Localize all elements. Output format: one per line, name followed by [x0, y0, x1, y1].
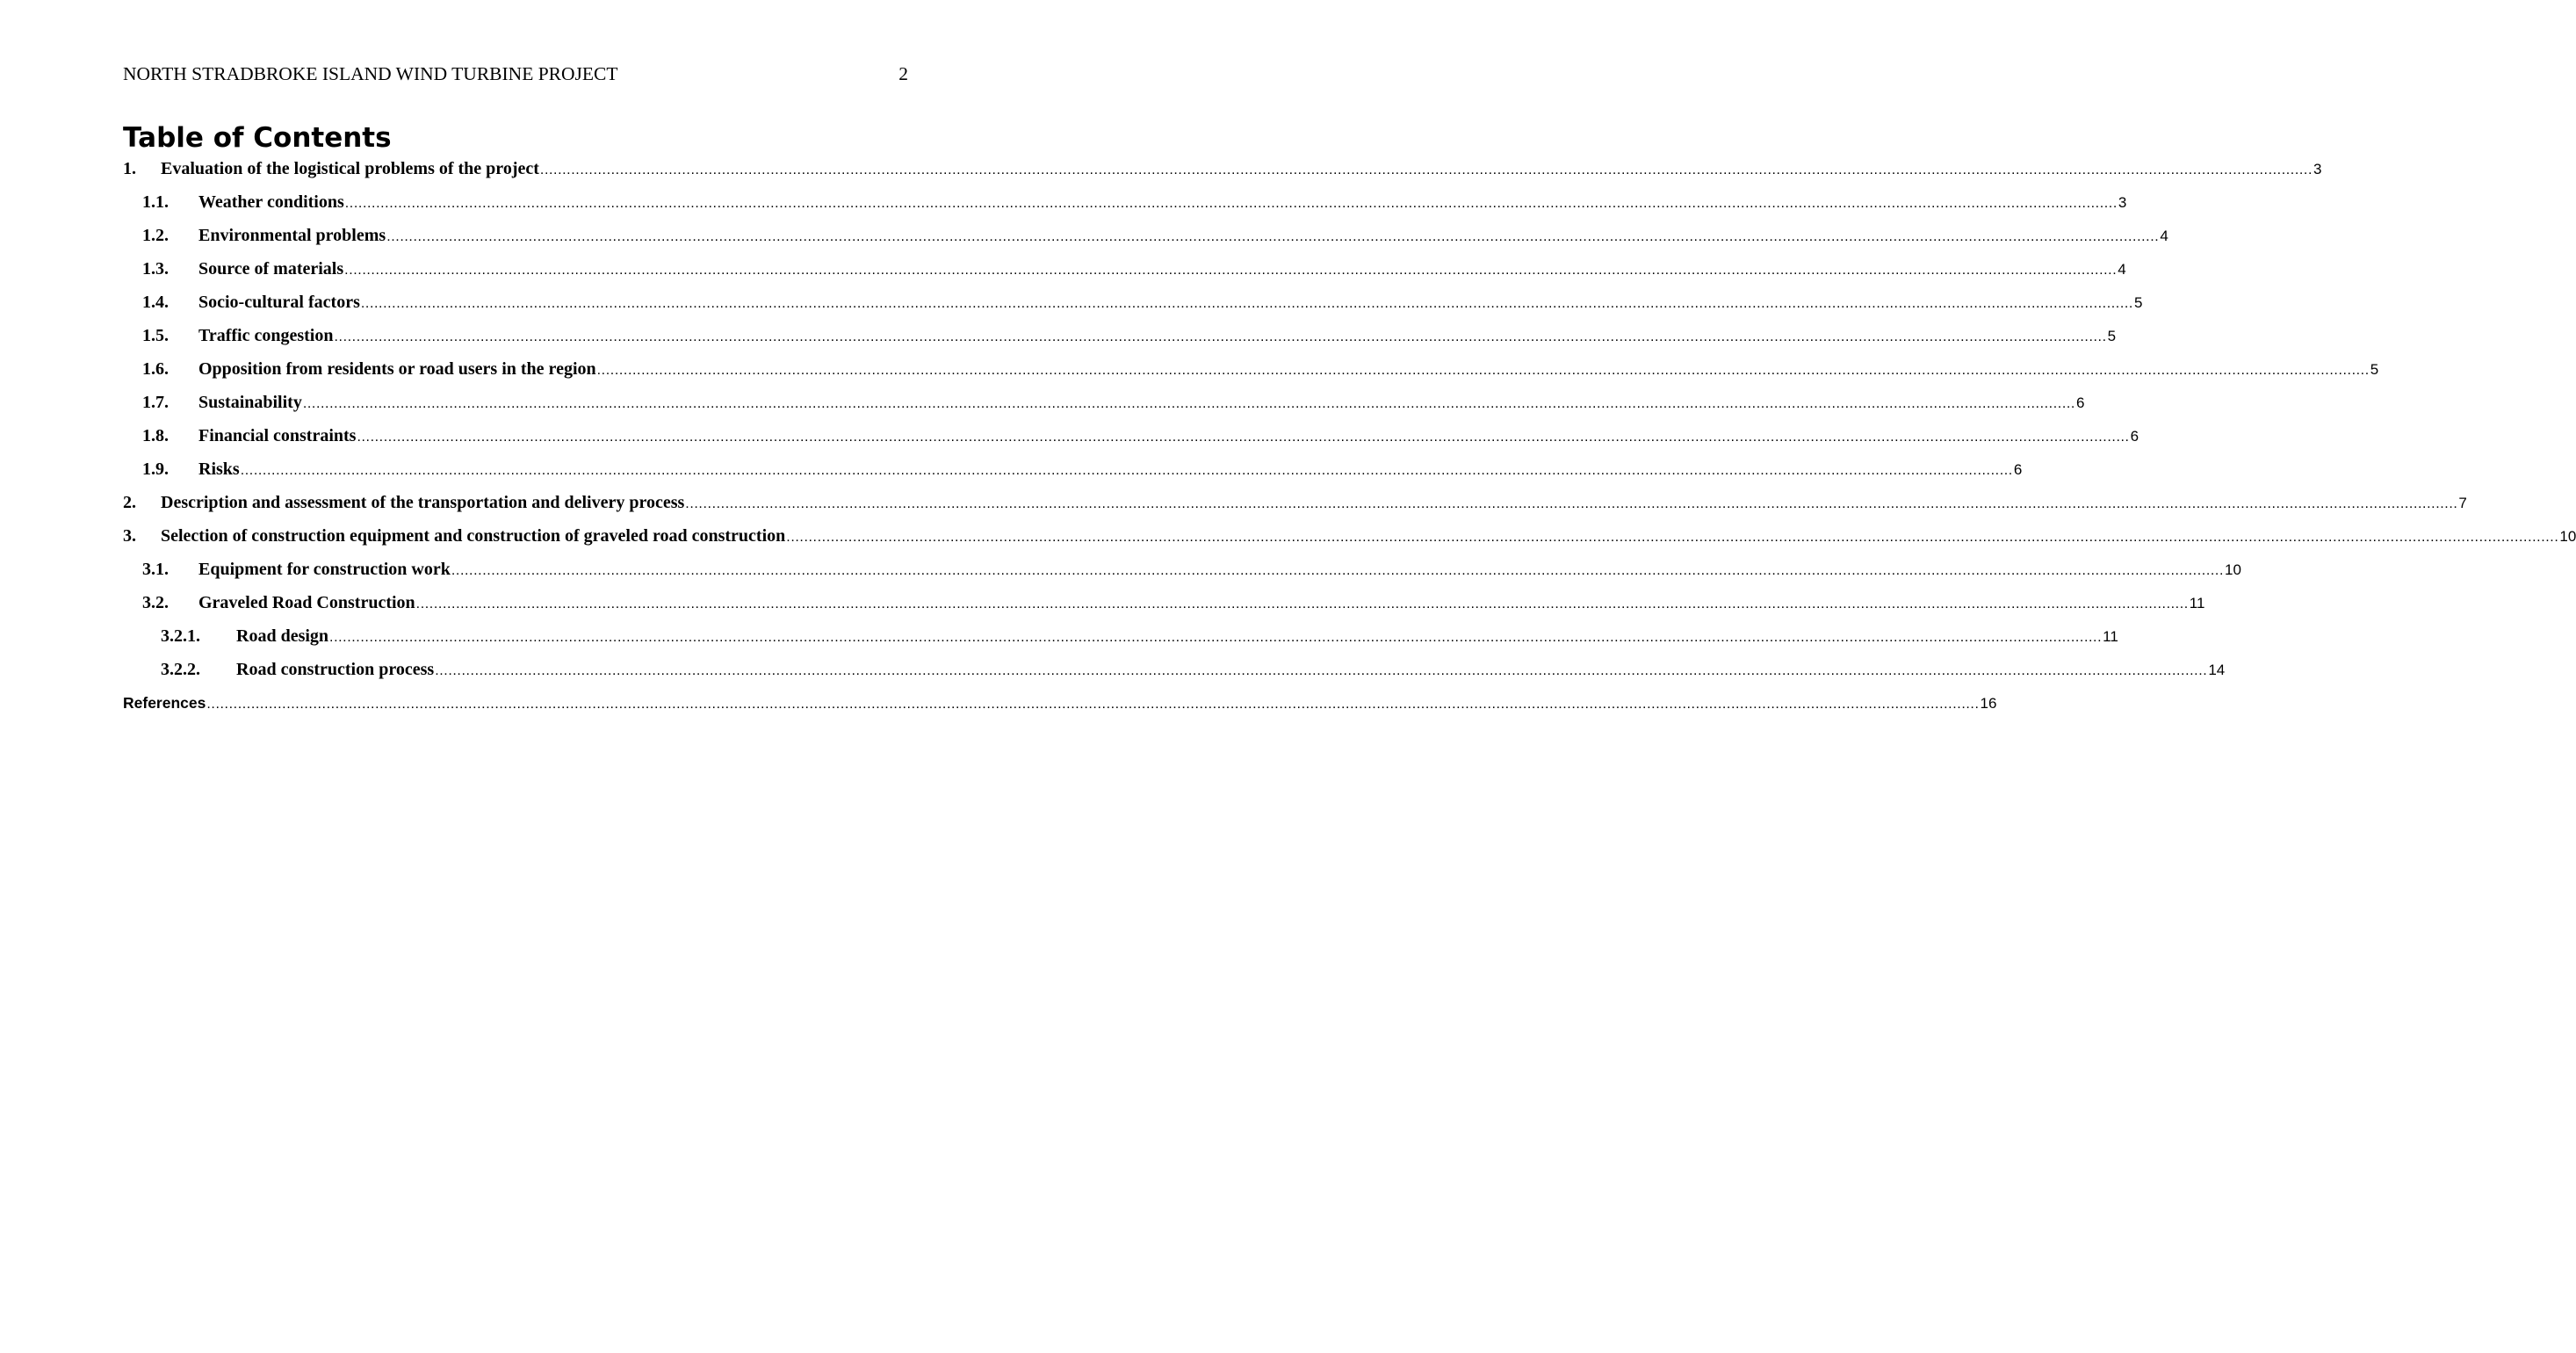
toc-entry-page: 5: [2370, 361, 2379, 378]
toc-entry-title: Environmental problems: [198, 226, 386, 245]
toc-entry-title: Opposition from residents or road users in the region: [198, 359, 596, 379]
toc-entry-page: 3: [2313, 161, 2322, 177]
toc-entry[interactable]: [123, 686, 1997, 720]
dot-leader: ................................................................................................................................................................................................................................................................................................................................................................................................................: [344, 196, 2118, 211]
page-number: 2: [898, 63, 908, 84]
dot-leader: ................................................................................................................................................................................................................................................................................................................................................................................................................: [360, 296, 2133, 311]
toc-entry-title: Selection of construction equipment and construction of graveled road construction: [161, 526, 786, 546]
toc-entry-number: 3.2.2.: [161, 660, 200, 679]
toc-entry-title: Socio-cultural factors: [198, 293, 360, 312]
toc-entry-title: Sustainability: [198, 393, 302, 412]
toc-entry-title: Road construction process: [236, 660, 435, 679]
toc-entry[interactable]: [123, 452, 2023, 486]
dot-leader: ................................................................................................................................................................................................................................................................................................................................................................................................................: [329, 630, 2103, 645]
toc-entry[interactable]: [123, 152, 2322, 185]
toc-entry[interactable]: [123, 386, 2085, 419]
toc-entry-title: Financial constraints: [198, 426, 357, 445]
toc-entry-page: 10: [2225, 561, 2241, 578]
toc-entry-page: 14: [2208, 662, 2226, 678]
toc-entry[interactable]: [123, 352, 2379, 386]
toc-entry-number: 2.: [123, 493, 136, 512]
toc-entry-number: 1.1.: [142, 192, 169, 212]
toc-entry-number: 1.6.: [142, 359, 169, 379]
dot-leader: ................................................................................................................................................................................................................................................................................................................................................................................................................: [334, 329, 2107, 344]
dot-leader: ................................................................................................................................................................................................................................................................................................................................................................................................................: [386, 229, 2160, 244]
toc-entry[interactable]: [123, 619, 2118, 653]
toc-entry-title: References: [123, 694, 206, 712]
toc-entry-number: 3.2.1.: [161, 626, 200, 646]
dot-leader: ................................................................................................................................................................................................................................................................................................................................................................................................................: [415, 597, 2189, 611]
toc-entry[interactable]: [123, 519, 2576, 553]
toc-entry-page: 11: [2189, 595, 2205, 611]
toc-entry-page: 6: [2130, 428, 2139, 445]
dot-leader: ................................................................................................................................................................................................................................................................................................................................................................................................................: [302, 396, 2075, 411]
dot-leader: ................................................................................................................................................................................................................................................................................................................................................................................................................: [451, 563, 2224, 578]
toc-entry-title: Weather conditions: [198, 192, 344, 212]
dot-leader: ................................................................................................................................................................................................................................................................................................................................................................................................................: [240, 463, 2013, 478]
dot-leader: ................................................................................................................................................................................................................................................................................................................................................................................................................: [344, 263, 2118, 278]
toc-entry-number: 1.4.: [142, 293, 169, 312]
toc-entry[interactable]: [123, 419, 2139, 452]
toc-entry-page: 5: [2133, 294, 2143, 311]
toc-entry-page: 4: [2160, 228, 2168, 244]
toc-entry-number: 1.8.: [142, 426, 169, 445]
toc-entry-number: 3.: [123, 526, 136, 546]
page-header: [123, 62, 908, 86]
toc-entry-title: Description and assessment of the transportation and delivery process: [161, 493, 685, 512]
toc-entry-page: 16: [1980, 695, 1997, 712]
dot-leader: ................................................................................................................................................................................................................................................................................................................................................................................................................: [357, 430, 2130, 445]
dot-leader: ................................................................................................................................................................................................................................................................................................................................................................................................................: [539, 163, 2313, 177]
dot-leader: ................................................................................................................................................................................................................................................................................................................................................................................................................: [206, 697, 1980, 712]
toc-entry[interactable]: [123, 219, 2168, 252]
dot-leader: ................................................................................................................................................................................................................................................................................................................................................................................................................: [596, 363, 2370, 378]
dot-leader: ................................................................................................................................................................................................................................................................................................................................................................................................................: [786, 530, 2559, 545]
toc-entry-number: 1.2.: [142, 226, 169, 245]
toc-entry[interactable]: [123, 486, 2467, 519]
toc-entry-page: 6: [2075, 394, 2085, 411]
toc-entry-page: 6: [2013, 461, 2023, 478]
running-head: NORTH STRADBROKE ISLAND WIND TURBINE PROJECT: [123, 63, 618, 84]
dot-leader: ................................................................................................................................................................................................................................................................................................................................................................................................................: [435, 663, 2208, 678]
toc-entry-page: 10: [2559, 528, 2576, 545]
toc-entry[interactable]: [123, 653, 2226, 686]
toc-entry[interactable]: [123, 553, 2241, 586]
toc-entry-page: 7: [2458, 495, 2467, 511]
toc-entry-number: 3.2.: [142, 593, 169, 612]
toc-entry[interactable]: [123, 185, 2127, 219]
toc-entry-page: 11: [2103, 628, 2118, 645]
toc-entry-page: 3: [2118, 194, 2127, 211]
toc-entry-page: 4: [2118, 261, 2126, 278]
toc-title: Table of Contents: [123, 122, 392, 154]
toc-entry-title: Road design: [236, 626, 329, 646]
toc-entry[interactable]: [123, 252, 2126, 286]
toc-entry-title: Equipment for construction work: [198, 560, 451, 579]
toc-entry-title: Graveled Road Construction: [198, 593, 415, 612]
toc-entry[interactable]: [123, 319, 2117, 352]
toc-entry-number: 1.: [123, 159, 136, 178]
toc-entry-number: 1.9.: [142, 459, 169, 479]
toc-entry-number: 1.3.: [142, 259, 169, 279]
toc-entry-number: 3.1.: [142, 560, 169, 579]
toc-entry-title: Source of materials: [198, 259, 344, 279]
toc-entry-number: 1.5.: [142, 326, 169, 345]
toc-list: [123, 152, 2576, 720]
dot-leader: ................................................................................................................................................................................................................................................................................................................................................................................................................: [685, 496, 2458, 511]
toc-entry-title: Risks: [198, 459, 240, 479]
toc-entry[interactable]: [123, 586, 2205, 619]
toc-entry-number: 1.7.: [142, 393, 169, 412]
toc-entry[interactable]: [123, 286, 2143, 319]
toc-entry-title: Evaluation of the logistical problems of the project: [161, 159, 539, 178]
toc-entry-page: 5: [2107, 328, 2117, 344]
toc-entry-title: Traffic congestion: [198, 326, 334, 345]
